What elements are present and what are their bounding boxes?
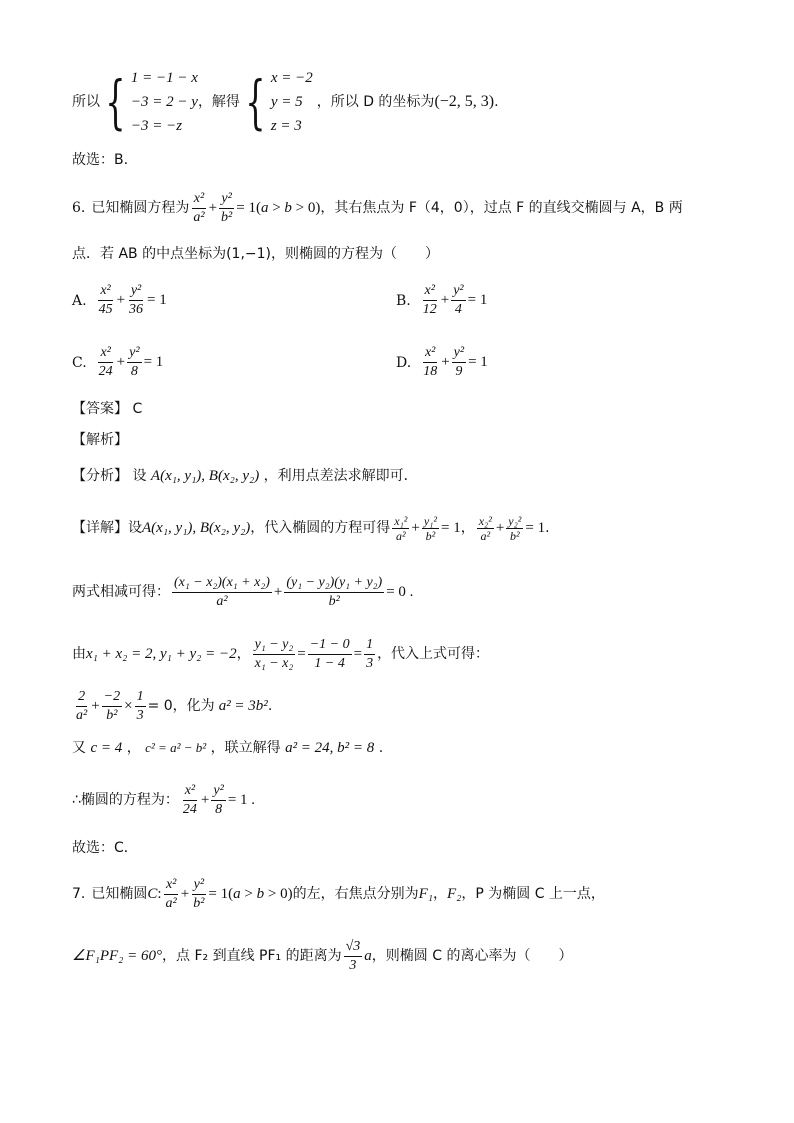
frac-num: x² — [98, 282, 112, 301]
frac-den: b² — [328, 593, 340, 609]
xiangjie-text-b: ，代入椭圆的方程可得 — [250, 520, 391, 536]
q7-text5: ，则椭圆 C 的离心率为（ ） — [371, 948, 573, 964]
frac-num: (y₁ − y₂)(y₁ + y₂) — [284, 574, 384, 593]
fenxi-text-b: ，利用点差法求解即可． — [263, 468, 418, 484]
frac-num: x² — [423, 344, 437, 363]
coordinate-d: (−2, 5, 3) — [434, 93, 495, 110]
frac-den: 1 − 4 — [314, 655, 345, 671]
equation-system-2: { x = −2 y = 5 z = 3 — [245, 68, 313, 136]
system2-eq: x = −2 — [270, 70, 313, 86]
focus-f2: F₂ — [446, 886, 462, 902]
focus-f1: F₁ — [418, 886, 433, 902]
frac-y2-b2: $\frac{\text{y²}}{\text{b²}}$ — [221, 190, 233, 225]
simplify-line: $\frac{2}{\text{a²}}$ + $\frac{-2}{\text{b²}}$ × $\frac{1}{3}$ = 0，化为 a² = 3b² . — [76, 688, 273, 723]
option-label: A. — [72, 292, 87, 309]
simplify-result: a² = 3b² — [218, 698, 268, 714]
also-line — [72, 738, 383, 758]
option-label: C. — [72, 354, 87, 371]
xiangjie-points: A(x₁, y₁), B(x₂, y₂) — [142, 520, 251, 536]
slope-result-frac — [364, 636, 375, 673]
analysis-tag: 【解析】 — [72, 432, 128, 448]
distance-var: a — [364, 948, 372, 964]
prev-solution-line — [72, 66, 499, 138]
q6-answer: 故选：C． — [72, 840, 138, 856]
simplify-tail: = 0，化为 — [147, 698, 215, 714]
subtract-frac-2 — [284, 574, 384, 611]
answer-tag: 【答案】 — [72, 401, 128, 417]
q7-text2: 的左，右焦点分别为 — [292, 886, 419, 902]
separator: ， — [236, 646, 251, 662]
system2-eq: y = 5 — [270, 94, 303, 110]
q6-number: 6. — [72, 200, 86, 216]
q7-text3: ，P 为椭圆 C 上一点， — [461, 886, 605, 902]
slope-value-frac — [308, 636, 352, 673]
frac-x1sq-a2: $\frac{\text{x₁²}}{\text{a²}}$ — [394, 513, 408, 543]
fenxi-text-a: 设 — [132, 468, 147, 484]
prev-solution-mid: ，解得 — [197, 94, 240, 110]
frac-num: −1 − 0 — [308, 636, 352, 655]
q6-option-a[interactable]: A. $\frac{\text{x²}}{45}$ + $\frac{\text{y²}}{36}$ = 1 — [72, 283, 167, 317]
frac-x2-a2: $\frac{\text{x²}}{\text{a²}}$ — [165, 876, 177, 911]
xiangjie-line: 【详解】 设 A(x₁, y₁), B(x₂, y₂) ，代入椭圆的方程可得 $\frac{\text{x₁²}}{\text{a²}}$ + $\frac{\text{y₁²}}{\text{b²}}$ = 1 ， $\frac{\text{x₂²}}{\text{a²}}$ + $\frac{\text{y₂²}}{\text{b²}}$ = 1 . — [72, 513, 550, 543]
subtract-text: 两式相减可得： — [72, 584, 170, 600]
system1-eq: −3 = 2 − y — [130, 94, 198, 110]
angle-f1pf2: ∠F₁PF₂ = 60° — [72, 948, 162, 964]
option-frac-x — [97, 282, 115, 319]
conclusion-frac-x: $\frac{\text{x²}}{24}$ — [182, 782, 197, 817]
frac-den: a² — [216, 593, 228, 609]
q7-line1: 7. 已知椭圆 C : $\frac{\text{x²}}{\text{a²}}$ + $\frac{\text{y²}}{\text{b²}}$ = 1(a > b > 0) 的左，右焦点分别为 F₁ ， F₂ ，P 为椭圆 C 上一点， — [72, 876, 605, 911]
frac-num: x² — [98, 344, 112, 363]
frac-den: b² — [106, 707, 118, 723]
system2-eq: z = 3 — [270, 118, 302, 134]
q6-line1: 6. 已知椭圆方程为 $\frac{\text{x²}}{\text{a²}}$ + $\frac{\text{y²}}{\text{b²}}$ = 1(a > b > 0) ，其右焦点为 F（4，0），过点 F 的直线交椭圆与 A，B 两 — [72, 190, 683, 225]
frac-den: 45 — [98, 302, 113, 317]
eq2-end: = 1 — [525, 520, 546, 536]
frac-y1sq-b2: $\frac{\text{y₁²}}{\text{b²}}$ — [423, 513, 437, 543]
fenxi-points: A(x₁, y₁), B(x₂, y₂) — [150, 468, 260, 484]
prev-solution-end: . — [494, 94, 499, 110]
separator: ， — [460, 520, 475, 536]
conclusion-frac-y: $\frac{\text{y²}}{8}$ — [213, 782, 224, 817]
frac-den: 8 — [215, 801, 223, 817]
given-line — [72, 634, 489, 674]
frac-num: (x₁ − x₂)(x₁ + x₂) — [172, 574, 272, 593]
also-result: a² = 24, b² = 8 — [285, 740, 375, 756]
equals: = — [297, 646, 306, 662]
frac-num: y² — [452, 344, 466, 363]
q6-option-c[interactable]: C. $\frac{\text{x²}}{24}$ + $\frac{\text{y²}}{8}$ = 1 — [72, 345, 164, 379]
subtract-line: 两式相减可得： $\frac{\text{(x₁ − x₂)(x₁ + x₂)}}{\text{a²}}$ + $\frac{\text{(y₁ − y₂)(y₁ + y₂)}}{\text{b²}}$ = 0 . — [72, 574, 414, 609]
frac-x2sq-a2: $\frac{\text{x₂²}}{\text{a²}}$ — [478, 513, 492, 543]
option-frac-y — [127, 344, 141, 381]
option-eq: = 1 — [143, 354, 164, 370]
simplify-frac-2 — [102, 688, 122, 725]
q7-number: 7. — [72, 886, 86, 902]
frac-num: 2 — [76, 688, 87, 707]
option-eq: = 1 — [467, 292, 488, 308]
option-frac-y — [451, 282, 465, 319]
q6-option-d[interactable]: D. $\frac{\text{x²}}{18}$ + $\frac{\text{y²}}{9}$ = 1 — [396, 345, 488, 379]
c-value: c = 4 — [90, 740, 123, 756]
frac-num: √3 — [344, 938, 363, 957]
frac-den: x₁ − x₂ — [254, 655, 294, 671]
frac-den: 3 — [349, 957, 357, 973]
system1-eq: 1 = −1 − x — [130, 70, 198, 86]
given-text-b: ，代入上式可得： — [377, 646, 490, 662]
abc-relation: c² = a² − b² — [145, 740, 207, 755]
fenxi-line — [72, 466, 418, 486]
q6-text1: 已知椭圆方程为 — [91, 200, 190, 216]
frac-den: 4 — [454, 302, 462, 317]
frac-den: 36 — [129, 302, 144, 317]
answer-value: C — [132, 401, 143, 417]
prev-solution-prefix: 所以 — [72, 94, 100, 110]
frac-den: 18 — [423, 364, 438, 379]
frac-den: 9 — [455, 364, 463, 379]
frac-den: 12 — [422, 302, 437, 317]
conclusion-text: ∴椭圆的方程为： — [72, 792, 179, 808]
frac-num: 1 — [364, 636, 375, 655]
equals: = — [353, 646, 363, 662]
line-end: . — [545, 520, 550, 536]
xiangjie-tag: 【详解】 — [72, 520, 128, 536]
frac-den: 24 — [98, 364, 113, 379]
option-eq: = 1 — [468, 354, 488, 370]
q6-text2: ，其右焦点为 F（4，0），过点 F 的直线交椭圆与 A，B 两 — [320, 200, 683, 216]
q6-line2: 点．若 AB 的中点坐标为(1,−1)，则椭圆的方程为（ ） — [72, 246, 439, 262]
frac-den: a² — [76, 707, 88, 723]
separator: ， — [126, 740, 141, 756]
separator: ， — [432, 886, 447, 902]
given-sums: x₁ + x₂ = 2, y₁ + y₂ = −2 — [86, 646, 237, 662]
eq1-end: = 1 — [440, 520, 461, 536]
given-text-a: 由 — [72, 646, 86, 662]
simplify-frac-1 — [74, 688, 89, 725]
option-label: B. — [396, 292, 411, 309]
q6-option-b[interactable]: B. $\frac{\text{x²}}{12}$ + $\frac{\text{y²}}{4}$ = 1 — [396, 283, 488, 317]
frac-x2-a2: $\frac{\text{x²}}{\text{a²}}$ — [193, 190, 205, 225]
frac-y2-b2: $\frac{\text{y²}}{\text{b²}}$ — [193, 876, 205, 911]
xiangjie-text-a: 设 — [128, 520, 142, 536]
conclusion-line: ∴椭圆的方程为： $\frac{\text{x²}}{24}$ + $\frac{\text{y²}}{8}$ = 1 . — [72, 782, 256, 817]
frac-num: x² — [423, 282, 437, 301]
frac-num: y² — [129, 282, 143, 301]
simplify-frac-3 — [135, 688, 146, 725]
prev-solution-suffix: ，所以 D 的坐标为 — [316, 94, 435, 110]
option-frac-x — [421, 282, 439, 319]
slope-frac — [253, 636, 296, 673]
frac-num: y² — [127, 344, 141, 363]
frac-den: 3 — [366, 655, 374, 671]
frac-y2sq-b2: $\frac{\text{y₂²}}{\text{b²}}$ — [508, 513, 522, 543]
conclusion-end: = 1 . — [227, 792, 256, 808]
fenxi-tag: 【分析】 — [72, 468, 128, 484]
frac-num: −2 — [102, 688, 122, 707]
prev-answer: 故选：B. — [72, 152, 129, 168]
line-end: . — [378, 740, 384, 756]
frac-num: y₁ − y₂ — [253, 636, 296, 655]
option-frac-x — [97, 344, 115, 381]
also-text-b: ，联立解得 — [210, 740, 281, 756]
frac-num: y² — [451, 282, 465, 301]
subtract-end: = 0 . — [386, 584, 414, 600]
q7-line2 — [72, 934, 572, 978]
q7-text4: ，点 F₂ 到直线 PF₁ 的距离为 — [162, 948, 342, 964]
subtract-frac-1 — [172, 574, 272, 611]
frac-den: 3 — [136, 707, 144, 723]
system1-eq: −3 = −z — [130, 118, 183, 134]
option-frac-y — [452, 344, 466, 381]
q7-text1: 已知椭圆 — [91, 886, 148, 902]
answer-line — [72, 399, 142, 419]
frac-den: 8 — [130, 364, 138, 379]
option-label: D. — [396, 354, 412, 371]
option-frac-y — [127, 282, 145, 319]
frac-num: 1 — [135, 688, 146, 707]
option-frac-x — [421, 344, 439, 381]
also-text-a: 又 — [72, 740, 86, 756]
option-eq: = 1 — [147, 292, 167, 308]
line-end: . — [267, 698, 273, 714]
equation-system-1: { 1 = −1 − x −3 = 2 − y −3 = −z — [105, 68, 198, 136]
distance-frac — [344, 938, 363, 975]
frac-den: 24 — [182, 801, 197, 817]
